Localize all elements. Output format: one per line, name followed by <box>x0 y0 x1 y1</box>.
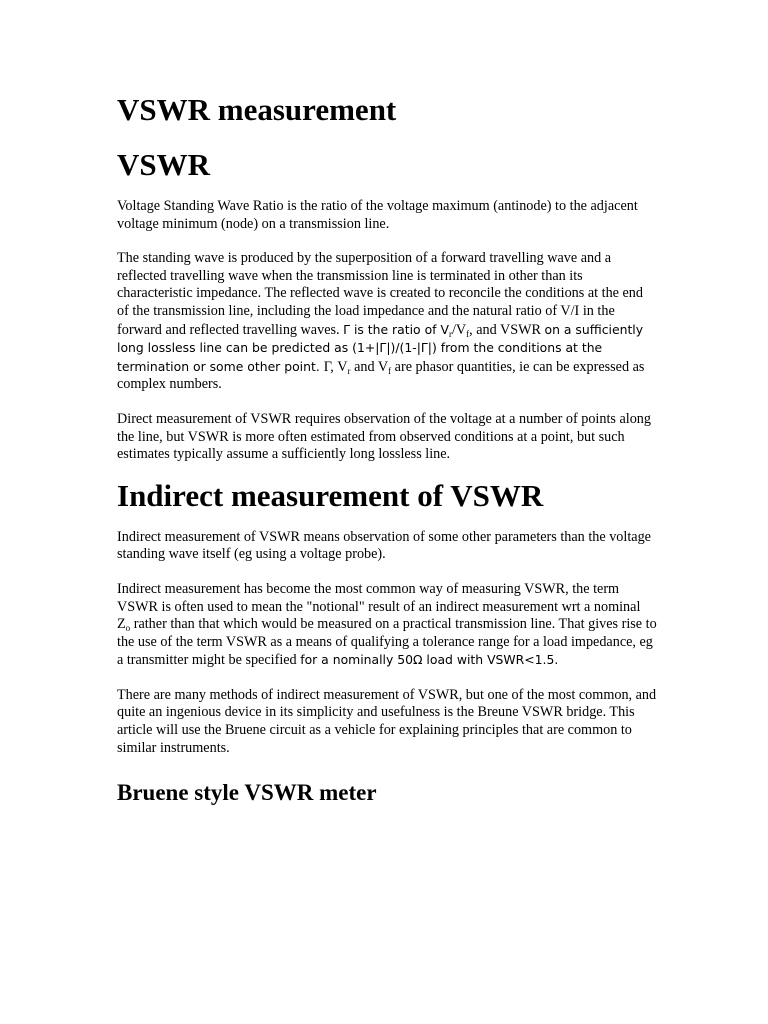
document-body <box>117 92 657 807</box>
vswr-p2-sub-r2: r <box>347 365 351 376</box>
vswr-p2-text-c: , and VSWR <box>469 321 545 338</box>
heading-vswr: VSWR <box>117 147 211 182</box>
indirect-paragraph-3: There are many methods of indirect measurement of VSWR, but one of the most common, and quite an ingenious device in its simplicity and usefulness is the Breune VSWR bridge. This article will use the Bruene circuit as a vehicle for explaining principles that are common to similar instruments. <box>117 686 657 756</box>
indirect-p2-text-b: rather than that which would be measured on a practical transmission line. That gives rise to the use of the term VSWR as a means of qualifying a tolerance range for a load impedance, eg a transmitter might be specified <box>117 616 657 669</box>
vswr-paragraph-2 <box>117 250 657 394</box>
vswr-p2-text-a: The standing wave is produced by the superposition of a forward travelling wave and a reflected travelling wave when the transmission line is terminated in other than its characteristic impedance. The reflected wave is created to reconcile the conditions at the end of the transmission line, including the load impedance and the natural ratio of V/I in the forward and reflected travelling waves. <box>117 250 643 338</box>
indirect-p2-text-a: Indirect measurement has become the most common way of measuring VSWR, the term VSWR is often used to mean the "notional" result of an indirect measurement wrt a nominal Z <box>117 580 641 633</box>
vswr-p2-text-f: are phasor quantities, ie can be expressed as complex numbers. <box>117 358 645 393</box>
indirect-p2-text-c: for a nominally 50Ω load with VSWR<1.5. <box>300 652 559 668</box>
vswr-p2-text-b2: /V <box>451 321 467 338</box>
page-title: VSWR measurement <box>117 92 397 127</box>
vswr-p2-sub-f: f <box>466 328 470 339</box>
heading-bruene-meter: Bruene style VSWR meter <box>117 780 377 806</box>
indirect-paragraph-2 <box>117 581 657 670</box>
vswr-p2-sub-f2: f <box>388 365 392 376</box>
vswr-p2-text-e: Γ, V <box>323 358 348 375</box>
vswr-paragraph-1: Voltage Standing Wave Ratio is the ratio of the voltage maximum (antinode) to the adjacent voltage minimum (node) on a transmission line. <box>117 198 638 232</box>
vswr-p2-text-b: Γ is the ratio of V <box>343 321 449 337</box>
indirect-p2-sub-o: o <box>125 623 131 634</box>
vswr-p2-sub-r: r <box>448 328 452 339</box>
indirect-paragraph-1: Indirect measurement of VSWR means observation of some other parameters than the voltage standing wave itself (eg using a voltage probe). <box>117 528 651 563</box>
heading-indirect-measurement: Indirect measurement of VSWR <box>117 477 544 513</box>
vswr-p2-text-e2: and V <box>350 358 389 375</box>
vswr-paragraph-3: Direct measurement of VSWR requires observation of the voltage at a number of points along the line, but VSWR is more often estimated from observed conditions at a point, but such estimates typically assume a sufficiently long lossless line. <box>117 410 651 463</box>
vswr-p2-text-d: on a sufficiently long lossless line can be predicted as (1+|Γ|)/(1-|Γ|) from the conditions at the termination or some other point. <box>117 321 644 374</box>
